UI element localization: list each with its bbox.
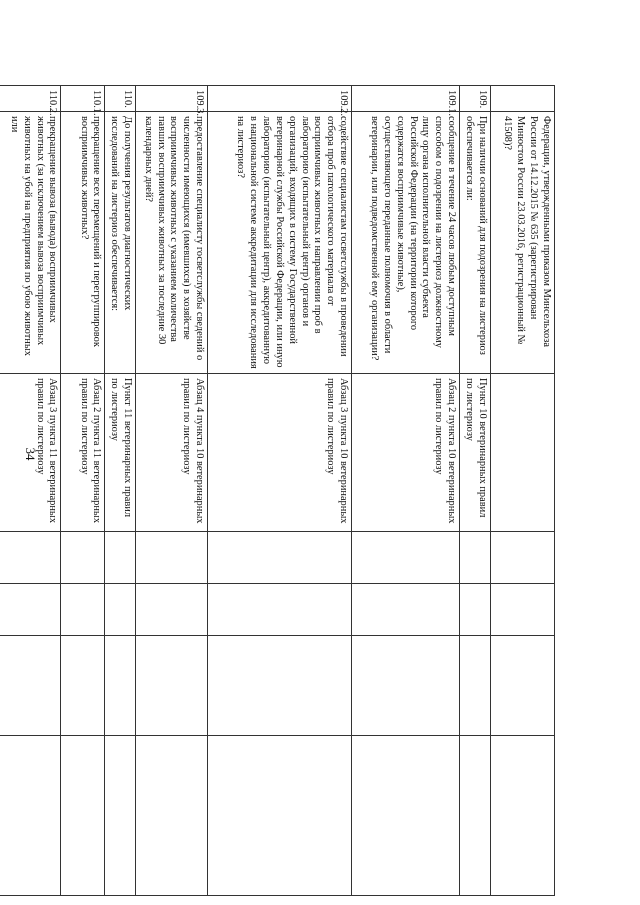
row-number: 109. bbox=[460, 86, 491, 112]
answer-na-cell bbox=[0, 636, 61, 736]
answer-yes-cell bbox=[61, 532, 105, 584]
answer-na-cell bbox=[491, 636, 555, 736]
row-number: 109.3. bbox=[136, 86, 208, 112]
answer-no-cell bbox=[136, 584, 208, 636]
table-row bbox=[0, 86, 61, 896]
answer-na-cell bbox=[352, 636, 460, 736]
table-row bbox=[352, 86, 460, 896]
table-row bbox=[460, 86, 491, 896]
row-number: 110. bbox=[105, 86, 136, 112]
row-number: 109.1. bbox=[352, 86, 460, 112]
answer-no-cell bbox=[105, 584, 136, 636]
table-row bbox=[105, 86, 136, 896]
note-cell bbox=[460, 736, 491, 896]
answer-na-cell bbox=[105, 636, 136, 736]
note-cell bbox=[61, 736, 105, 896]
note-cell bbox=[105, 736, 136, 896]
requirement-text: сообщение в течение 24 часов любым доступным способом о подозрении на листериоз должностному лицу органа исполнительной власти субъекта Российской Федерации (на территории которого содержатся восприимчивые животные), осуществляющего переданные полномочия в области ветеринарии, или подведомственной ему организации? bbox=[352, 112, 460, 374]
answer-yes-cell bbox=[208, 532, 352, 584]
row-number: 109.2. bbox=[208, 86, 352, 112]
note-cell bbox=[491, 736, 555, 896]
row-number: 110.1. bbox=[61, 86, 105, 112]
note-cell bbox=[136, 736, 208, 896]
answer-no-cell bbox=[352, 584, 460, 636]
legal-reference: Пункт 11 ветеринарных правил по листериозу bbox=[105, 374, 136, 532]
table-row bbox=[61, 86, 105, 896]
table-row bbox=[208, 86, 352, 896]
answer-yes-cell bbox=[105, 532, 136, 584]
answer-yes-cell bbox=[136, 532, 208, 584]
answer-na-cell bbox=[460, 636, 491, 736]
note-cell bbox=[0, 736, 61, 896]
legal-reference: Абзац 2 пункта 10 ветеринарных правил по листериозу bbox=[352, 374, 460, 532]
page-number: 34 bbox=[23, 447, 38, 461]
legal-reference: Абзац 4 пункта 10 ветеринарных правил по листериозу bbox=[136, 374, 208, 532]
legal-reference bbox=[491, 374, 555, 532]
answer-no-cell bbox=[61, 584, 105, 636]
answer-no-cell bbox=[460, 584, 491, 636]
answer-no-cell bbox=[208, 584, 352, 636]
requirement-text: прекращение вывоза (вывода) восприимчивых животных (за исключением вывоза восприимчивых животных на убой на предприятия по убою животных или bbox=[0, 112, 61, 374]
answer-na-cell bbox=[136, 636, 208, 736]
requirement-text: При наличии оснований для подозрения на листериоз обеспечивается ли: bbox=[460, 112, 491, 374]
requirement-text: предоставление специалисту госветслужбы сведений о численности имеющихся (имевшихся) в хозяйстве восприимчивых животных с указанием количества павших восприимчивых животных за последние 30 календарных дней? bbox=[136, 112, 208, 374]
requirement-text: содействие специалистам госветслужбы в проведении отбора проб патологического материала от восприимчивых животных и направлении проб в лабораторию (испытательный центр) органов и организаций, входящих в систему Государственной ветеринарной службы Российской Федерации, или иную лабораторию (испытательный центр), аккредитованную в национальной системе аккредитации для исследования на листериоз? bbox=[208, 112, 352, 374]
answer-yes-cell bbox=[352, 532, 460, 584]
legal-reference: Абзац 2 пункта 11 ветеринарных правил по листериозу bbox=[61, 374, 105, 532]
answer-na-cell bbox=[208, 636, 352, 736]
answer-no-cell bbox=[0, 584, 61, 636]
row-number bbox=[491, 86, 555, 112]
note-cell bbox=[352, 736, 460, 896]
table-row bbox=[136, 86, 208, 896]
answer-na-cell bbox=[61, 636, 105, 736]
legal-reference: Пункт 10 ветеринарных правил по листериозу bbox=[460, 374, 491, 532]
note-cell bbox=[208, 736, 352, 896]
checklist-table bbox=[0, 85, 555, 896]
requirement-text: прекращение всех перемещений и перегруппировок восприимчивых животных? bbox=[61, 112, 105, 374]
answer-no-cell bbox=[491, 584, 555, 636]
answer-yes-cell bbox=[0, 532, 61, 584]
legal-reference: Абзац 3 пункта 10 ветеринарных правил по листериозу bbox=[208, 374, 352, 532]
requirement-text: До получения результатов диагностических исследований на листериоз обеспечивается: bbox=[105, 112, 136, 374]
answer-yes-cell bbox=[460, 532, 491, 584]
answer-yes-cell bbox=[491, 532, 555, 584]
table-row bbox=[491, 86, 555, 896]
requirement-text: Федерации, утвержденными приказом Минсельхоза России от 14.12.2015 № 635 (зарегистрирован Минюстом России 23.03.2016, регистрационный № 41508)? bbox=[491, 112, 555, 374]
row-number: 110.2. bbox=[0, 86, 61, 112]
legal-reference: Абзац 3 пункта 11 ветеринарных правил по листериозу bbox=[0, 374, 61, 532]
